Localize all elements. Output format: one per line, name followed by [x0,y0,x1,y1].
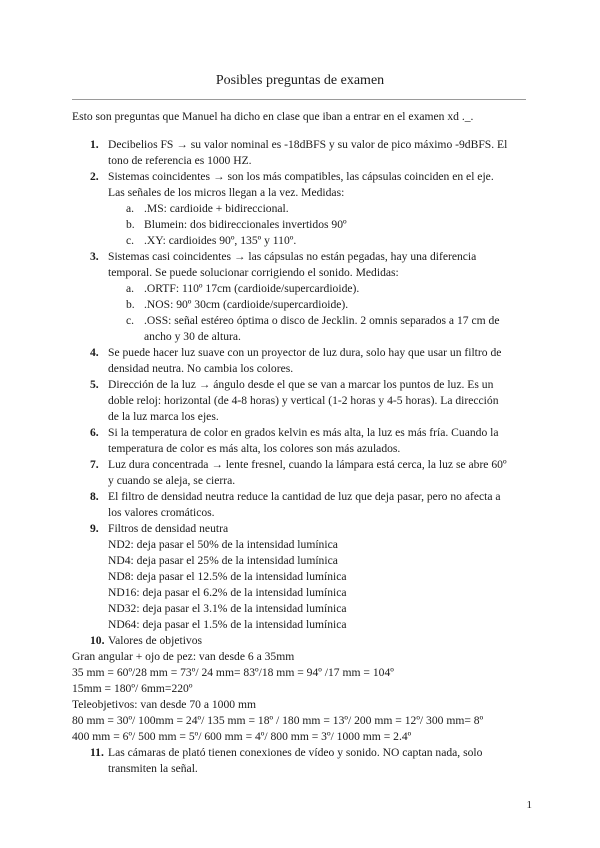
sub-item [72,297,528,313]
intro-paragraph: Esto son preguntas que Manuel ha dicho en clase que iban a entrar en el examen xd ._. [72,110,474,123]
item-number: 1. [90,138,99,151]
item-text-line: Dirección de la luz → ángulo desde el que se van a marcar los puntos de luz. Es un [108,378,494,391]
item-text-line: Se puede hacer luz suave con un proyector de luz dura, solo hay que usar un filtro de [108,346,502,359]
sub-item [72,201,528,217]
item-text-line: transmiten la señal. [108,762,198,775]
item-number: 3. [90,250,99,263]
item-text-line: Decibelios FS → su valor nominal es -18dBFS y su valor de pico máximo -9dBFS. El [108,138,508,151]
sub-item-letter: a. [126,202,135,215]
nd-filter-line: ND32: deja pasar el 3.1% de la intensidad lumínica [108,602,347,615]
sub-item [72,313,528,345]
item-number: 7. [90,458,99,471]
sub-item [72,217,528,233]
nd-filter-line: ND4: deja pasar el 25% de la intensidad lumínica [108,554,338,567]
sub-item [72,281,528,297]
sub-item-letter: c. [126,314,135,327]
item-text-line: Las cámaras de plató tienen conexiones de vídeo y sonido. NO captan nada, solo [108,746,483,759]
page-number: 1 [526,799,532,811]
nd-filter-line: ND8: deja pasar el 12.5% de la intensidad lumínica [108,570,347,583]
list-item [72,521,528,537]
list-item [72,169,528,201]
page-title: Posibles preguntas de examen [215,73,385,88]
item-number: 9. [90,522,99,535]
sub-item-letter: b. [126,218,135,231]
lens-values-line: 15mm = 180º/ 6mm=220º [72,682,193,695]
list-item [72,425,528,457]
item-text-line: Si la temperatura de color en grados kelvin es más alta, la luz es más fría. Cuando la [108,426,499,439]
item-text-line: Valores de objetivos [108,634,203,647]
item-number: 8. [90,490,99,503]
lens-values-line: Teleobjetivos: van desde 70 a 1000 mm [72,698,257,711]
item-text-line: densidad neutra. No cambia los colores. [108,362,294,375]
sub-item-text-line: .ORTF: 110º 17cm (cardioide/supercardioide). [144,282,360,295]
question-list [72,137,528,777]
item-text-line: Las señales de los micros llegan a la vez. Medidas: [108,186,345,199]
item-text-line: Sistemas coincidentes → son los más compatibles, las cápsulas coinciden en el eje. [108,170,494,183]
item-text-line: Sistemas casi coincidentes → las cápsulas no están pegadas, hay una diferencia [108,250,477,263]
item-number: 6. [90,426,99,439]
nd-filter-line: ND64: deja pasar el 1.5% de la intensidad lumínica [108,618,347,631]
item-text-line: doble reloj: horizontal (de 4-8 horas) y vertical (1-2 horas y 4-5 horas). La dirección [108,394,499,407]
nd-filter-line: ND2: deja pasar el 50% de la intensidad lumínica [108,538,338,551]
lens-values-line: 80 mm = 30º/ 100mm = 24º/ 135 mm = 18º / 180 mm = 13º/ 200 mm = 12º/ 300 mm= 8º [72,714,484,727]
sub-item-text-line: .XY: cardioides 90º, 135º y 110º. [144,234,297,247]
sub-item-text-line: .MS: cardioide + bidireccional. [144,202,289,215]
sub-item-letter: b. [126,298,135,311]
lens-values-line: 35 mm = 60º/28 mm = 73º/ 24 mm= 83º/18 mm = 94º /17 mm = 104º [72,666,394,679]
sub-item-text-line: .NOS: 90º 30cm (cardioide/supercardioide). [144,298,349,311]
item-text-line: temporal. Se puede solucionar corrigiendo el sonido. Medidas: [108,266,399,279]
item-text-line: tono de referencia es 1000 HZ. [108,154,252,167]
title-divider [72,99,526,100]
item-number: 10. [90,634,105,647]
list-item [72,137,528,169]
item-text-line: Filtros de densidad neutra [108,522,229,535]
item-number: 4. [90,346,99,359]
sub-item-letter: c. [126,234,135,247]
list-item [72,745,528,777]
list-item [72,489,528,521]
sub-item [72,233,528,249]
sub-item-text-line: .OSS: señal estéreo óptima o disco de Jecklin. 2 omnis separados a 17 cm de [144,314,500,327]
item-text-line: Luz dura concentrada → lente fresnel, cuando la lámpara está cerca, la luz se abre 60º [108,458,507,471]
list-item [72,377,528,425]
lens-values-line: Gran angular + ojo de pez: van desde 6 a 35mm [72,650,295,663]
list-item [72,457,528,489]
sub-item-letter: a. [126,282,135,295]
item-text-line: y cuando se aleja, se cierra. [108,474,236,487]
item-number: 5. [90,378,99,391]
item-text-line: de la luz marca los ejes. [108,410,219,423]
item-text-line: El filtro de densidad neutra reduce la cantidad de luz que deja pasar, pero no afecta a [108,490,501,503]
nd-filter-line: ND16: deja pasar el 6.2% de la intensidad lumínica [108,586,347,599]
item-number: 2. [90,170,99,183]
list-item [72,249,528,281]
item-text-line: temperatura de color es más alta, los colores son más azulados. [108,442,401,455]
item-text-line: los valores cromáticos. [108,506,215,519]
sub-item-text-line: Blumein: dos bidireccionales invertidos 90º [144,218,347,231]
list-item [72,345,528,377]
item-number: 11. [90,746,104,759]
sub-item-text-line: ancho y 30 de altura. [144,330,241,343]
lens-values-line: 400 mm = 6º/ 500 mm = 5º/ 600 mm = 4º/ 800 mm = 3º/ 1000 mm = 2.4º [72,730,412,743]
list-item [72,633,528,649]
